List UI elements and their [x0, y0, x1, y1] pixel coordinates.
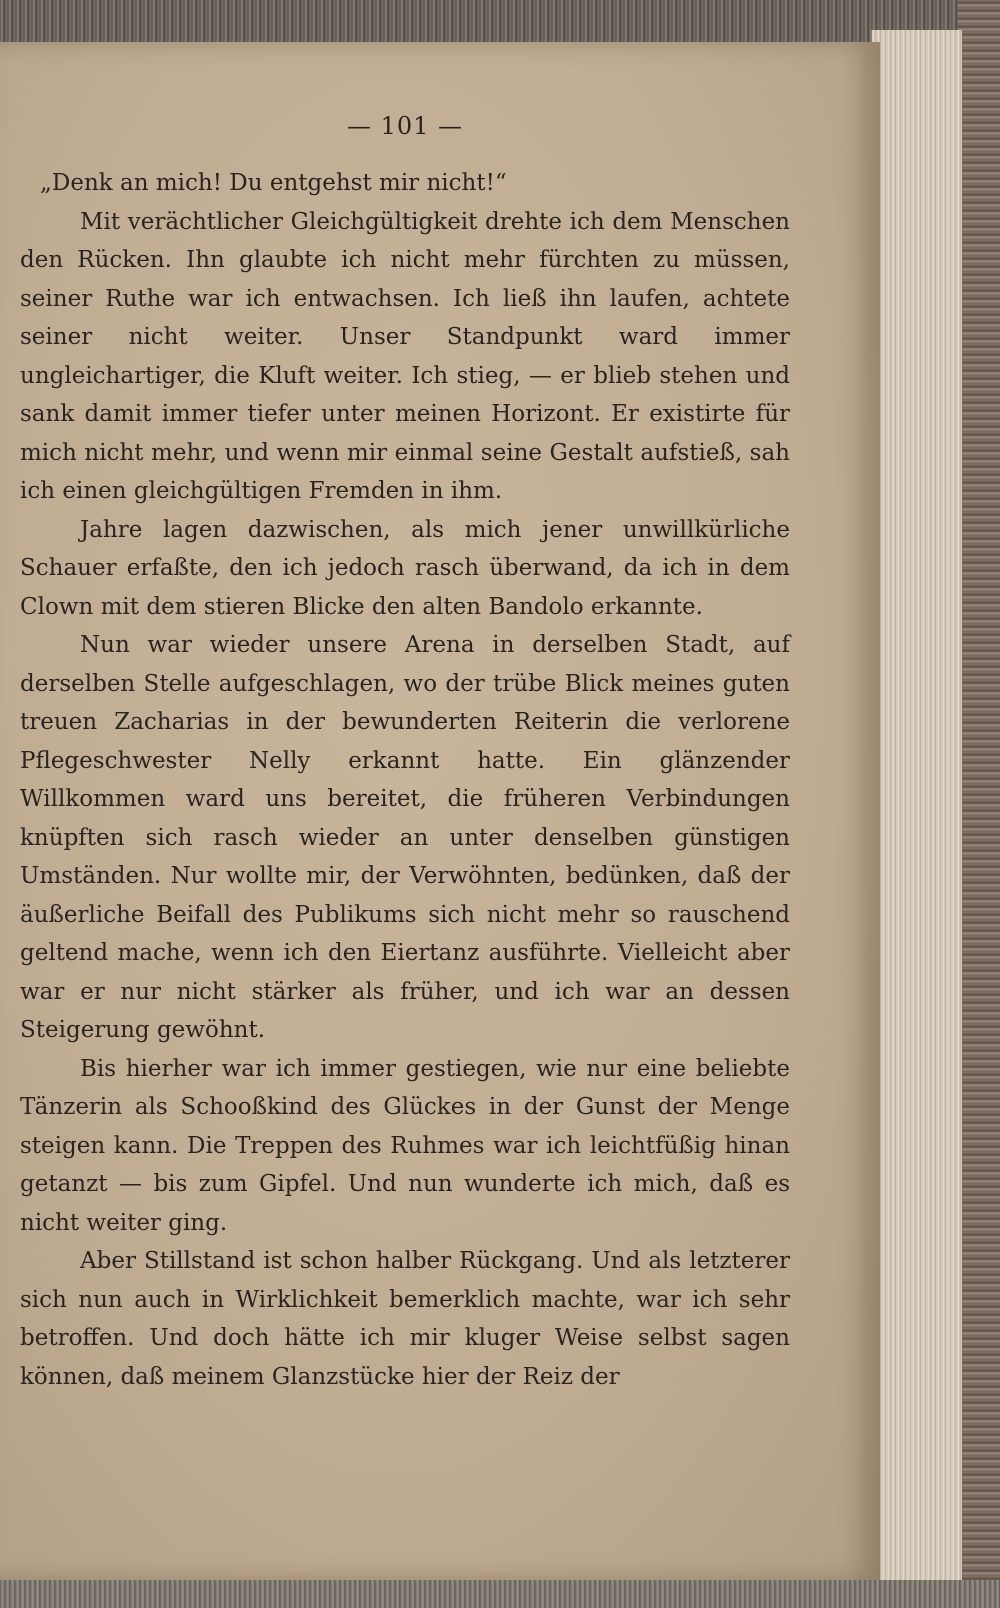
paragraph: Aber Stillstand ist schon halber Rückgang. Und als letzterer sich nun auch in Wirklichkeit bemerklich machte, war ich sehr betroffen. Und doch hätte ich mir kluger Weise selbst sagen können, daß meinem Glanzstücke hier der Reiz der — [20, 1248, 790, 1390]
book-cover-bottom-edge — [0, 1580, 1000, 1608]
page-stack-edges — [870, 30, 962, 1580]
book-cover-right-edge — [958, 0, 1000, 1608]
page-number: — 101 — — [346, 112, 464, 140]
paragraph: Bis hierher war ich immer gestiegen, wie nur eine beliebte Tänzerin als Schooßkind des Glückes in der Gunst der Menge steigen kann. Die Treppen des Ruhmes war ich leichtfüßig hinan getanzt — bis zum Gipfel. Und nun wunderte ich mich, daß es nicht weiter ging. — [20, 1055, 790, 1236]
paragraph: Mit verächtlicher Gleichgültigkeit drehte ich dem Menschen den Rücken. Ihn glaubte ich nicht mehr fürchten zu müssen, seiner Ruthe war ich entwachsen. Ich ließ ihn laufen, achtete seiner nicht weiter. Unser Standpunkt ward immer ungleichartiger, die Kluft weiter. Ich stieg, — er blieb stehen und sank damit immer tiefer unter meinen Horizont. Er existirte für mich nicht mehr, und wenn mir einmal seine Gestalt aufstieß, sah ich einen gleichgültigen Fremden in ihm. — [20, 208, 790, 504]
paragraph: Nun war wieder unsere Arena in derselben Stadt, auf derselben Stelle aufgeschlagen, wo der trübe Blick meines guten treuen Zacharias in der bewunderten Reiterin die verlorene Pflegeschwester Nelly erkannt hatte. Ein glänzender Willkommen ward uns bereitet, die früheren Verbindungen knüpften sich rasch wieder an unter denselben günstigen Umständen. Nur wollte mir, der Verwöhnten, bedünken, daß der äußerliche Beifall des Publikums sich nicht mehr so rauschend geltend mache, wenn ich den Eiertanz ausführte. Vielleicht aber war er nur nicht stärker als früher, und ich war an dessen Steigerung gewöhnt. — [20, 632, 790, 1043]
paragraph: Jahre lagen dazwischen, als mich jener unwillkürliche Schauer erfaßte, den ich jedoch rasch überwand, da ich in dem Clown mit dem stieren Blicke den alten Bandolo erkannte. — [20, 516, 790, 620]
page-content — [20, 112, 790, 1396]
book-page — [0, 42, 880, 1580]
paragraph: „Denk an mich! Du entgehst mir nicht!“ — [40, 170, 507, 196]
